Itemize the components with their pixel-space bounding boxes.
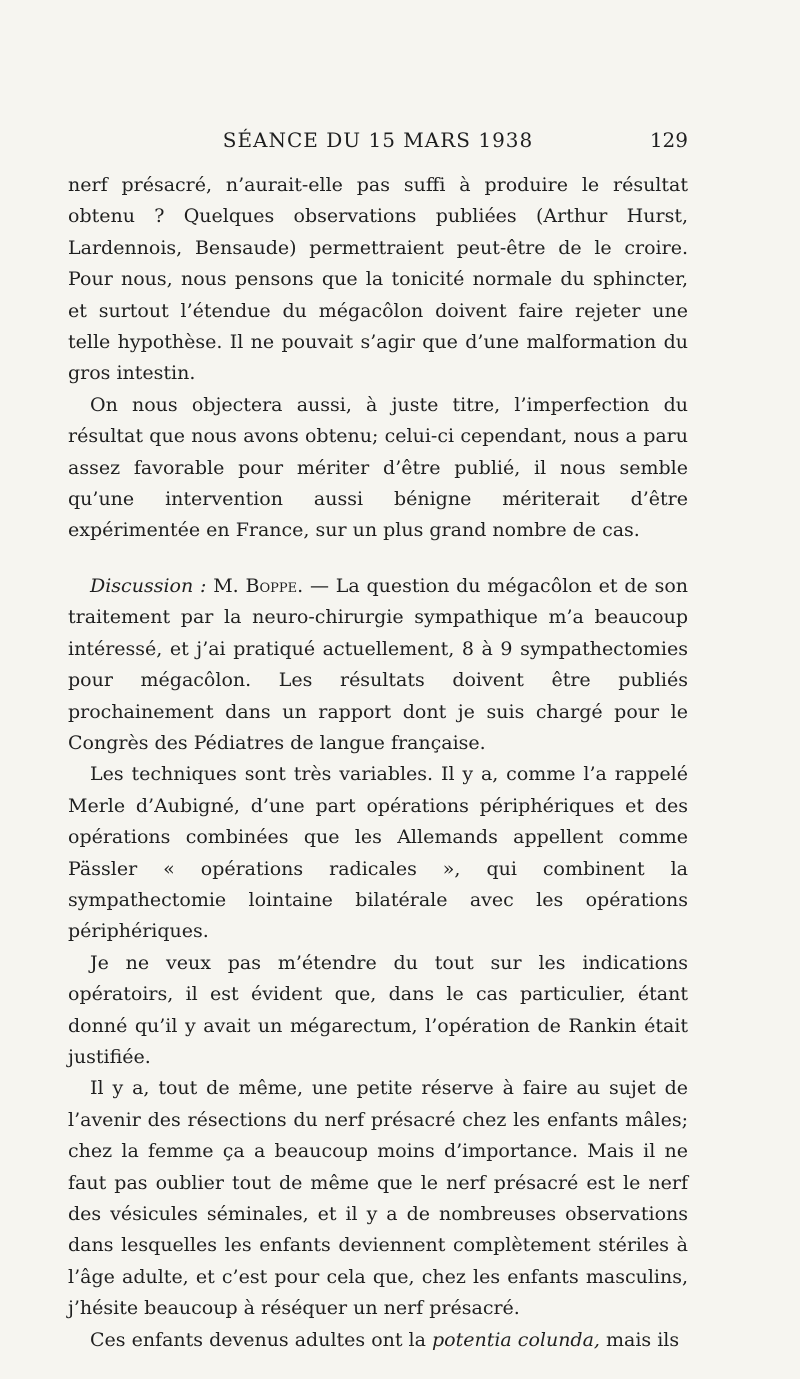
page-header: [68, 128, 688, 158]
paragraph-1: nerf présacré, n’aurait-elle pas suffi à produire le résultat obtenu ? Quelques observations publiées (Arthur Hurst, Lardennois, Bensaude) permettraient peut-être de le croire. Pour nous, nous pensons que la tonicité normale du sphincter, et surtout l’étendue du mégacôlon doivent faire rejeter une telle hypothèse. Il ne pouvait s’agir que d’une malformation du gros intestin.: [68, 174, 688, 385]
paragraph-5: Je ne veux pas m’étendre du tout sur les indications opératoirs, il est évident que, dans le cas particulier, étant donné qu’il y avait un mégarectum, l’opération de Rankin était justifiée.: [68, 951, 688, 1068]
running-head: SÉANCE DU 15 MARS 1938: [222, 128, 534, 152]
discussion-label: Discussion :: [90, 574, 207, 597]
page-number: 129: [649, 128, 688, 152]
page-body: [68, 170, 688, 1356]
paragraph-7-end: mais ils: [599, 1328, 680, 1351]
paragraph-2: On nous objectera aussi, à juste titre, l’imperfection du résultat que nous avons obtenu; celui-ci cependant, nous a paru assez favorable pour mériter d’être publié, il nous semble qu’une intervention aussi bénigne mériterait d’être expérimentée en France, sur un plus grand nombre de cas.: [68, 393, 688, 542]
discussion-text: — La question du mégacôlon et de son traitement par la neuro-chirurgie sympathique m’a beaucoup intéressé, et j’ai pratiqué actuellement, 8 à 9 sympathectomies pour mégacôlon. Les résultats doivent être publiés prochainement dans un rapport dont je suis chargé pour le Congrès des Pédiatres de langue française.: [68, 574, 689, 754]
discussion-speaker: M. Boppe.: [213, 574, 304, 597]
paragraph-4: Les techniques sont très variables. Il y a, comme l’a rappelé Merle d’Aubigné, d’une part opérations périphériques et des opérations combinées que les Allemands appellent comme Pässler « opérations radicales », qui combinent la sympathectomie lointaine bilatérale avec les opérations périphériques.: [68, 763, 688, 943]
paragraph-discussion: [68, 571, 688, 759]
paragraph-6: Il y a, tout de même, une petite réserve à faire au sujet de l’avenir des résections du nerf présacré chez les enfants mâles; chez la femme ça a beaucoup moins d’importance. Mais il ne faut pas oublier tout de même que le nerf présacré est le nerf des vésicules séminales, et il y a de nombreuses observations dans lesquelles les enfants deviennent complètement stériles à l’âge adulte, et c’est pour cela que, chez les enfants masculins, j’hésite beaucoup à réséquer un nerf présacré.: [68, 1077, 688, 1320]
paragraph-7-start: Ces enfants devenus adultes ont la: [90, 1328, 432, 1351]
paragraph-7: [68, 1325, 688, 1356]
paragraph-7-italic: potentia colunda,: [432, 1328, 600, 1351]
